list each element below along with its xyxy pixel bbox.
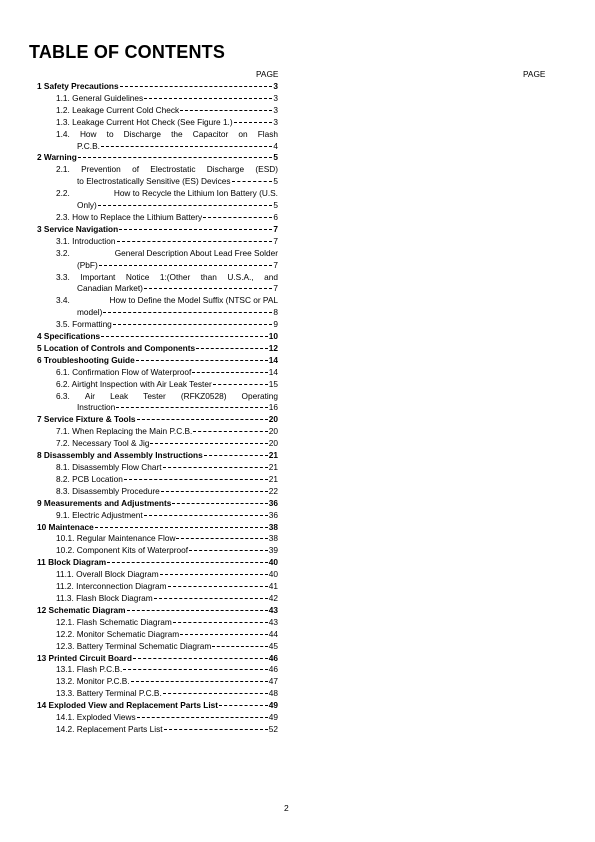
toc-section[interactable]: [37, 343, 278, 355]
toc-entry-page: 21: [268, 462, 278, 472]
toc-entry-word: to: [106, 128, 114, 139]
toc-entry-title: 14.2. Replacement Parts List: [56, 723, 163, 734]
toc-entry-word: Air: [84, 390, 96, 401]
toc-entry-word: General Description About Lead Free Solder: [114, 247, 278, 258]
toc-entry-title: 7 Service Fixture & Tools: [37, 414, 136, 425]
toc-entry-page: 5: [273, 176, 278, 187]
toc-subsection[interactable]: [37, 581, 278, 593]
toc-entry-title: 12.3. Battery Terminal Schematic Diagram: [56, 640, 212, 651]
toc-entry-title: 9 Measurements and Adjustments: [37, 497, 172, 508]
toc-entry-page: 12: [268, 342, 278, 353]
toc-entry-word: Electrostatic: [150, 164, 196, 175]
dot-leader: [161, 491, 268, 492]
dot-leader: [78, 157, 273, 158]
toc-entry-page: 44: [268, 628, 278, 639]
toc-entry-word: Prevention: [81, 164, 121, 175]
toc-entry-page: 46: [268, 664, 278, 675]
toc-entry-title: 11.1. Overall Block Diagram: [56, 569, 159, 580]
toc-entry-title: 13.1. Flash P.C.B.: [56, 664, 123, 675]
toc-entry-title: 6.2. Airtight Inspection with Air Leak Tester: [56, 378, 212, 389]
dot-leader: [101, 336, 268, 337]
dot-leader: [192, 372, 268, 373]
dot-leader: [204, 455, 268, 456]
toc-entry-word: (ESD): [255, 164, 278, 175]
toc-entry-page: 42: [268, 592, 278, 603]
toc-subsection[interactable]: [37, 462, 278, 474]
toc-entry-title: 1 Safety Precautions: [37, 81, 119, 91]
toc-entry-title: 8.3. Disassembly Procedure: [56, 485, 160, 496]
toc-entry-title: 7.1. When Replacing the Main P.C.B.: [56, 426, 193, 437]
dot-leader: [213, 384, 268, 385]
toc-entry-word: 1:(Other: [159, 271, 191, 282]
toc-entry-title: to Electrostatically Sensitive (ES) Devices: [77, 176, 231, 187]
toc-subsection[interactable]: [37, 93, 278, 105]
toc-entry-first-line: [56, 129, 278, 141]
toc-entry-title: 2.3. How to Replace the Lithium Battery: [56, 211, 203, 222]
dot-leader: [180, 110, 272, 111]
toc-section[interactable]: [37, 152, 278, 164]
dot-leader: [163, 693, 268, 694]
toc-entry-page: 3: [273, 81, 278, 91]
toc-entry-page: 39: [268, 545, 278, 556]
toc-entry-first-line: [56, 295, 278, 307]
toc-entry-page: 48: [268, 688, 278, 699]
toc-section[interactable]: [37, 331, 278, 343]
toc-subsection[interactable]: [37, 212, 278, 224]
toc-entry-title: 11.3. Flash Block Diagram: [56, 592, 153, 603]
toc-entry-word: 3.3.: [56, 271, 70, 282]
toc-subsection[interactable]: [37, 248, 278, 272]
dot-leader: [232, 181, 273, 182]
dot-leader: [127, 610, 268, 611]
dot-leader: [176, 538, 267, 539]
toc-entry-page: 20: [268, 426, 278, 437]
toc-entry-title: 12 Schematic Diagram: [37, 604, 126, 615]
page-column-header-right: PAGE: [523, 69, 546, 79]
toc-subsection[interactable]: [37, 129, 278, 153]
toc-entry-page: 22: [268, 485, 278, 496]
toc-subsection[interactable]: [37, 545, 278, 557]
toc-section[interactable]: [37, 224, 278, 236]
toc-entry-word: How to Recycle the Lithium Ion Battery (U.S.: [113, 188, 278, 199]
toc-entry-page: 36: [268, 509, 278, 520]
toc-entry-title: 3 Service Navigation: [37, 223, 119, 234]
toc-entry-title: 13.2. Monitor P.C.B.: [56, 676, 130, 687]
toc-entry-title: 3.1. Introduction: [56, 235, 116, 246]
toc-entry-page: 7: [273, 259, 278, 270]
toc-entry-page: 16: [268, 402, 278, 413]
toc-entry-title: 7.2. Necessary Tool & Jig: [56, 438, 150, 449]
toc-entry-page: 47: [268, 676, 278, 687]
toc-subsection[interactable]: [37, 510, 278, 522]
toc-entry-title: 3.5. Formatting: [56, 319, 112, 330]
dot-leader: [117, 241, 273, 242]
dot-leader: [164, 729, 268, 730]
toc-entry-word: (RFKZ0528): [180, 390, 227, 401]
toc-entry-title: 5 Location of Controls and Components: [37, 342, 196, 353]
toc-entry-first-line: [56, 248, 278, 260]
toc-subsection[interactable]: [37, 319, 278, 331]
toc-entry-word: on: [238, 128, 248, 139]
dot-leader: [137, 419, 268, 420]
toc-subsection[interactable]: [37, 295, 278, 319]
toc-section[interactable]: [37, 498, 278, 510]
toc-entry-first-line: [56, 164, 278, 176]
toc-entry-word: Flash: [257, 128, 278, 139]
toc-subsection[interactable]: [37, 391, 278, 415]
dot-leader: [163, 467, 268, 468]
toc-entry-page: 38: [268, 533, 278, 544]
toc-entry-title: 9.1. Electric Adjustment: [56, 509, 143, 520]
toc-entry-page: 5: [273, 152, 278, 163]
toc-entry-word: Discharge: [123, 128, 162, 139]
toc-entry-title: 14 Exploded View and Replacement Parts List: [37, 700, 219, 711]
dot-leader: [137, 717, 268, 718]
toc-entry-page: 5: [273, 200, 278, 211]
toc-entry-word: than: [200, 271, 217, 282]
toc-entry-title: 12.2. Monitor Schematic Diagram: [56, 628, 180, 639]
toc-entry-title: 11.2. Interconnection Diagram: [56, 581, 167, 592]
dot-leader: [123, 669, 268, 670]
toc-entry-word: Important: [80, 271, 116, 282]
toc-section[interactable]: [37, 355, 278, 367]
toc-entry-page: 9: [273, 319, 278, 330]
toc-entry-word: 6.3.: [56, 390, 70, 401]
toc-entry-title: 1.1. General Guidelines: [56, 92, 144, 103]
toc-entry-first-line: [56, 391, 278, 403]
toc-entry-word: 2.1.: [56, 164, 70, 175]
toc-entry-word: 2.2.: [56, 188, 70, 199]
dot-leader: [196, 348, 268, 349]
dot-leader: [193, 431, 267, 432]
page-title: TABLE OF CONTENTS: [29, 42, 226, 62]
dot-leader: [234, 122, 273, 123]
dot-leader: [172, 503, 267, 504]
dot-leader: [98, 205, 273, 206]
dot-leader: [116, 407, 267, 408]
toc-entry-page: 43: [268, 616, 278, 627]
toc-entry-page: 21: [268, 473, 278, 484]
dot-leader: [203, 217, 272, 218]
toc-entry-page: 20: [268, 414, 278, 425]
toc-entry-page: 52: [268, 723, 278, 734]
table-of-contents: [37, 81, 278, 736]
toc-entry-word: How to Define the Model Suffix (NTSC or PAL: [109, 295, 278, 306]
dot-leader: [144, 515, 268, 516]
toc-entry-page: 36: [268, 497, 278, 508]
dot-leader: [150, 443, 267, 444]
dot-leader: [133, 658, 268, 659]
dot-leader: [131, 681, 268, 682]
toc-entry-title: 4 Specifications: [37, 331, 101, 342]
page-column-header-left: PAGE: [256, 69, 279, 79]
toc-entry-word: Leak: [110, 390, 129, 401]
toc-subsection[interactable]: [37, 486, 278, 498]
dot-leader: [136, 360, 268, 361]
toc-entry-page: 43: [268, 604, 278, 615]
toc-section[interactable]: [37, 450, 278, 462]
toc-entry-title: 2 Warning: [37, 152, 77, 163]
toc-entry-first-line: [56, 272, 278, 284]
dot-leader: [107, 562, 268, 563]
toc-entry-page: 49: [268, 712, 278, 723]
toc-entry-page: 46: [268, 652, 278, 663]
toc-entry-page: 3: [273, 116, 278, 127]
toc-entry-title: Canadian Market): [77, 283, 143, 294]
toc-subsection[interactable]: [37, 688, 278, 700]
page-number: 2: [284, 803, 289, 813]
dot-leader: [124, 479, 268, 480]
toc-entry-title: 11 Block Diagram: [37, 557, 107, 568]
toc-entry-title: 8 Disassembly and Assembly Instructions: [37, 450, 203, 461]
toc-entry-title: 14.1. Exploded Views: [56, 712, 136, 723]
toc-section[interactable]: [37, 700, 278, 712]
toc-entry-page: 41: [268, 581, 278, 592]
toc-entry-page: 14: [268, 354, 278, 365]
toc-subsection[interactable]: [37, 367, 278, 379]
toc-entry-word: of: [132, 164, 139, 175]
toc-entry-title: 8.2. PCB Location: [56, 473, 123, 484]
toc-section[interactable]: [37, 522, 278, 534]
toc-entry-page: 8: [273, 307, 278, 318]
toc-entry-page: 7: [273, 223, 278, 234]
toc-section[interactable]: [37, 414, 278, 426]
toc-section[interactable]: [37, 605, 278, 617]
toc-entry-word: Discharge: [206, 164, 245, 175]
toc-entry-page: 49: [268, 700, 278, 711]
dot-leader: [212, 646, 268, 647]
toc-subsection[interactable]: [37, 569, 278, 581]
dot-leader: [101, 146, 272, 147]
toc-entry-title: 1.2. Leakage Current Cold Check: [56, 104, 180, 115]
toc-entry-title: 8.1. Disassembly Flow Chart: [56, 462, 162, 472]
toc-entry-title: Only): [77, 200, 97, 211]
dot-leader: [144, 288, 272, 289]
toc-entry-word: Tester: [143, 390, 166, 401]
toc-entry-word: and: [264, 271, 278, 282]
toc-entry-first-line: [56, 188, 278, 200]
toc-entry-title: P.C.B.: [77, 140, 100, 151]
toc-entry-page: 3: [273, 92, 278, 103]
toc-entry-page: 15: [268, 378, 278, 389]
toc-subsection[interactable]: [37, 641, 278, 653]
toc-subsection[interactable]: [37, 593, 278, 605]
toc-subsection[interactable]: [37, 438, 278, 450]
toc-subsection[interactable]: [37, 474, 278, 486]
toc-entry-page: 21: [268, 450, 278, 461]
dot-leader: [154, 598, 268, 599]
toc-subsection[interactable]: [37, 236, 278, 248]
toc-subsection[interactable]: [37, 272, 278, 296]
toc-entry-page: 45: [268, 640, 278, 651]
toc-subsection[interactable]: [37, 712, 278, 724]
toc-entry-title: Instruction: [77, 402, 116, 413]
toc-entry-title: 13.3. Battery Terminal P.C.B.: [56, 688, 162, 699]
toc-entry-title: 12.1. Flash Schematic Diagram: [56, 616, 172, 627]
toc-entry-page: 14: [268, 366, 278, 377]
toc-entry-page: 40: [268, 557, 278, 568]
toc-entry-page: 7: [273, 283, 278, 294]
toc-subsection[interactable]: [37, 533, 278, 545]
toc-entry-word: U.S.A.,: [227, 271, 254, 282]
toc-entry-title: 10.2. Component Kits of Waterproof: [56, 545, 189, 556]
toc-entry-word: Capacitor: [192, 128, 229, 139]
toc-entry-word: How: [79, 128, 97, 139]
dot-leader: [120, 86, 273, 87]
toc-entry-word: 3.2.: [56, 247, 70, 258]
toc-section[interactable]: [37, 557, 278, 569]
toc-subsection[interactable]: [37, 105, 278, 117]
dot-leader: [168, 586, 268, 587]
dot-leader: [219, 705, 268, 706]
toc-entry-title: 10 Maintenace: [37, 521, 94, 532]
toc-subsection[interactable]: [37, 676, 278, 688]
toc-entry-word: the: [171, 128, 183, 139]
toc-entry-title: 6.1. Confirmation Flow of Waterproof: [56, 366, 192, 377]
toc-entry-page: 38: [268, 521, 278, 532]
toc-entry-page: 6: [273, 211, 278, 222]
toc-subsection[interactable]: [37, 724, 278, 736]
toc-entry-page: 7: [273, 235, 278, 246]
toc-entry-page: 20: [268, 438, 278, 449]
toc-entry-title: 10.1. Regular Maintenance Flow: [56, 533, 176, 544]
toc-entry-word: Operating: [241, 390, 278, 401]
toc-subsection[interactable]: [37, 617, 278, 629]
toc-subsection[interactable]: [37, 188, 278, 212]
toc-entry-page: 3: [273, 104, 278, 115]
dot-leader: [173, 622, 268, 623]
toc-subsection[interactable]: [37, 629, 278, 641]
toc-subsection[interactable]: [37, 426, 278, 438]
dot-leader: [113, 324, 273, 325]
toc-subsection[interactable]: [37, 117, 278, 129]
toc-subsection[interactable]: [37, 164, 278, 188]
dot-leader: [144, 98, 272, 99]
toc-section[interactable]: [37, 81, 278, 93]
dot-leader: [119, 229, 272, 230]
toc-entry-title: 1.3. Leakage Current Hot Check (See Figure 1.): [56, 116, 233, 127]
dot-leader: [103, 312, 272, 313]
dot-leader: [99, 265, 273, 266]
toc-entry-page: 4: [273, 140, 278, 151]
toc-section[interactable]: [37, 653, 278, 665]
toc-entry-title: model): [77, 307, 103, 318]
toc-subsection[interactable]: [37, 379, 278, 391]
toc-entry-title: (PbF): [77, 259, 98, 270]
toc-entry-page: 40: [268, 569, 278, 580]
toc-entry-word: 3.4.: [56, 295, 70, 306]
toc-entry-title: 13 Printed Circuit Board: [37, 652, 132, 663]
toc-entry-page: 10: [268, 331, 278, 342]
toc-entry-word: 1.4.: [56, 128, 70, 139]
toc-entry-title: 6 Troubleshooting Guide: [37, 354, 135, 365]
dot-leader: [189, 550, 268, 551]
dot-leader: [180, 634, 268, 635]
toc-entry-word: Notice: [125, 271, 150, 282]
dot-leader: [160, 574, 268, 575]
toc-subsection[interactable]: [37, 664, 278, 676]
dot-leader: [95, 527, 268, 528]
